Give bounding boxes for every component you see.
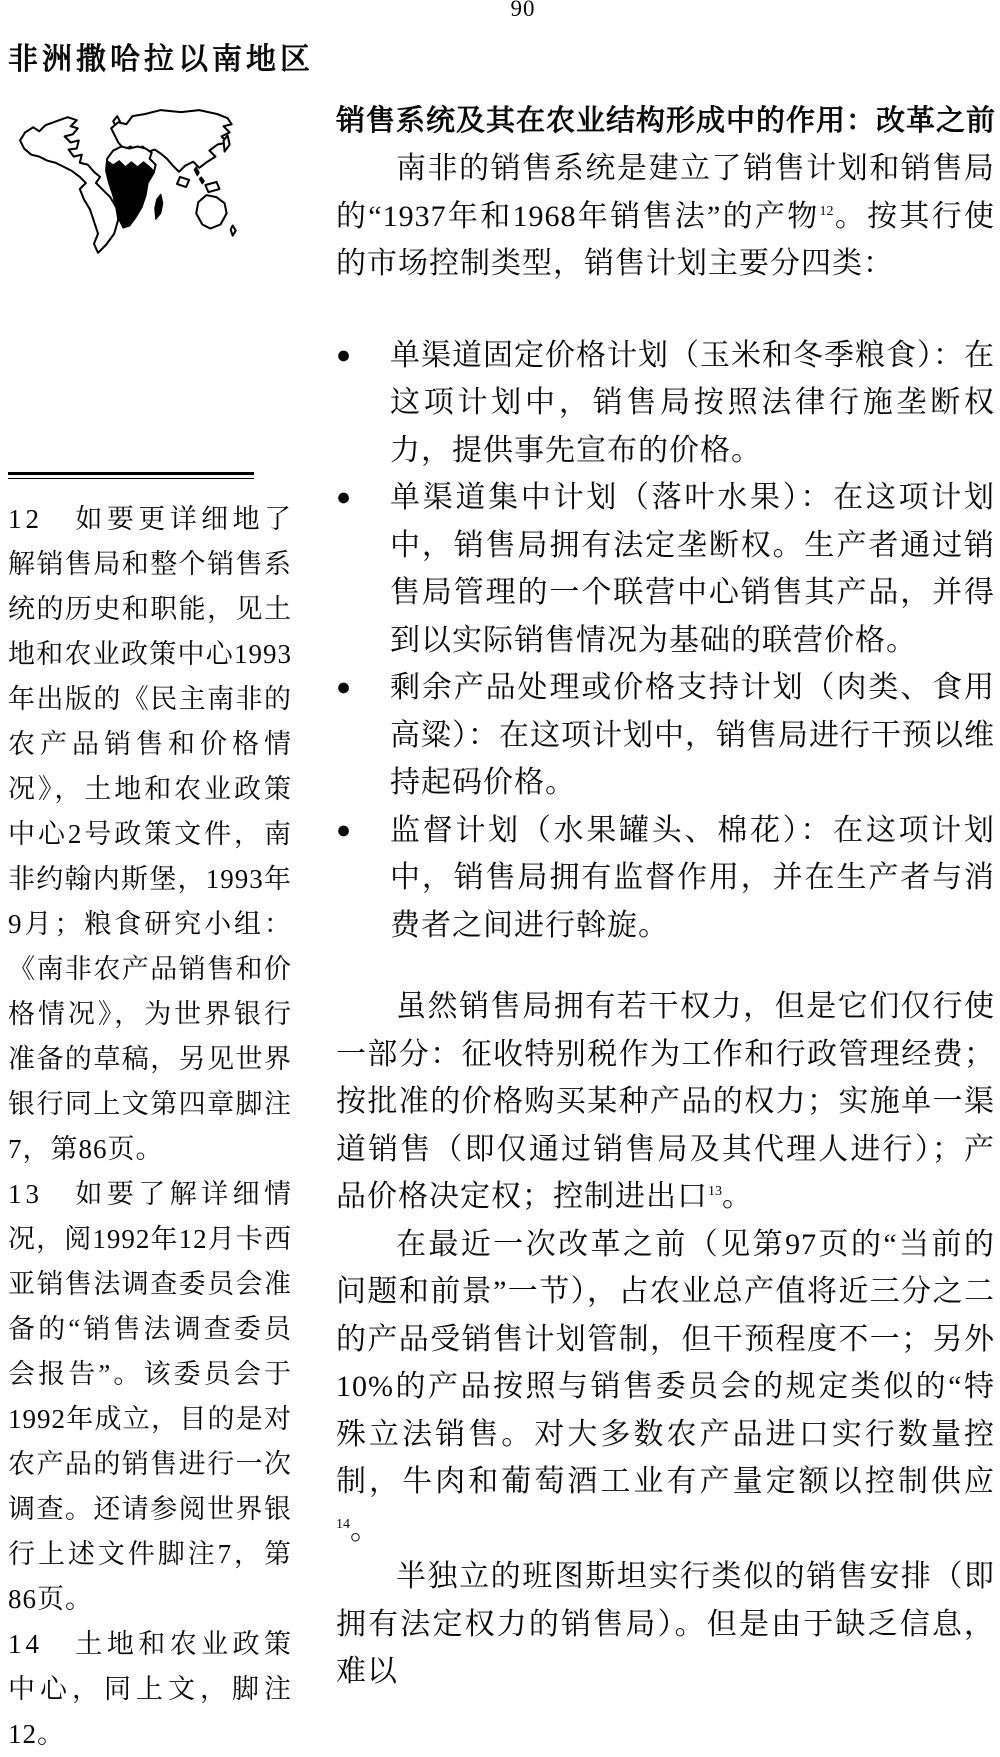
madagascar-highlight bbox=[155, 194, 163, 219]
footnote-number: 14 bbox=[8, 1629, 43, 1659]
bullet-icon: ● bbox=[336, 816, 352, 844]
footnote-ref: 14 bbox=[336, 1516, 350, 1532]
australia-outline bbox=[196, 195, 226, 228]
region-header: 非洲撒哈拉以南地区 bbox=[8, 43, 314, 76]
footnote-sidebar bbox=[8, 472, 292, 1757]
footnote-divider bbox=[8, 472, 254, 479]
bullet-item bbox=[336, 332, 995, 475]
footnote-ref: 12 bbox=[819, 203, 834, 219]
bullet-text: 单渠道集中计划（落叶水果）：在这项计划中，销售局拥有法定垄断权。生产者通过销售局管理的一个联营中心销售其产品，并得到以实际销售情况为基础的联营价格。 bbox=[390, 481, 995, 657]
bullet-icon: ● bbox=[336, 341, 352, 369]
japan-outline bbox=[224, 135, 230, 151]
footnotes bbox=[8, 497, 292, 1757]
indonesia-outline bbox=[177, 177, 189, 187]
bullet-icon: ● bbox=[336, 674, 352, 701]
paragraph: 在最近一次改革之前（见第97页的“当前的问题和前景”一节），占农业总产值将近三分之二的产品受销售计划管制，但干预程度不一；另外10%的产品按照与销售委员会的规定类似的“特殊立法销售。对大多数农产品进口实行数量控制，牛肉和葡萄酒工业有产量定额以控制供应$^{14}$。 bbox=[336, 1227, 995, 1546]
new-guinea-outline bbox=[205, 182, 219, 192]
philippines-marks bbox=[194, 167, 204, 184]
page-number: 90 bbox=[510, 0, 536, 21]
main-column bbox=[336, 98, 995, 1696]
footnote-12: 12 如要更详细地了解销售局和整个销售系统的历史和职能，见土地和农业政策中心1993年出版的《民主南非的农产品销售和价格情况》，土地和农业政策中心2号政策文件，南非约翰内斯堡，1993年9月；粮食研究小组：《南非农产品销售和价格情况》，为世界银行准备的草稿，另见世界银行同上文第四章脚注7，第86页。 bbox=[8, 497, 292, 1172]
paragraph: 半独立的班图斯坦实行类似的销售安排（即拥有法定权力的销售局）。但是由于缺乏信息，难以 bbox=[336, 1560, 995, 1688]
paragraph: 南非的销售系统是建立了销售计划和销售局的“1937年和1968年销售法”的产物$^{12}$。按其行使的市场控制类型，销售计划主要分四类： bbox=[336, 152, 996, 280]
bullet-text: 监督计划（水果罐头、棉花）：在这项计划中，销售局拥有监督作用，并在生产者与消费者之间进行斡旋。 bbox=[390, 813, 995, 942]
bullet-item bbox=[336, 807, 995, 950]
footnote-13: 13 如要了解详细情况，阅1992年12月卡西亚销售法调查委员会准备的“销售法调查委员会报告”。该委员会于1992年成立，目的是对农产品的销售进行一次调查。还请参阅世界银行上述文件脚注7，第86页。 bbox=[8, 1172, 292, 1622]
footnote-14: 14 土地和农业政策中心，同上文，脚注12。 bbox=[8, 1622, 292, 1757]
footnote-ref: 13 bbox=[708, 1184, 722, 1199]
world-map bbox=[18, 104, 256, 266]
bullet-item bbox=[336, 474, 995, 664]
americas-outline bbox=[20, 117, 118, 253]
new-zealand-outline bbox=[231, 226, 236, 236]
bullet-icon: ● bbox=[336, 484, 352, 511]
bullet-text: 单渠道固定价格计划（玉米和冬季粮食）：在这项计划中，销售局按照法律行施垄断权力，提供事先宣布的价格。 bbox=[390, 338, 995, 467]
section-heading: 销售系统及其在农业结构形成中的作用：改革之前 bbox=[336, 105, 997, 137]
main-text-flow bbox=[336, 145, 995, 1696]
bullet-text: 剩余产品处理或价格支持计划（肉类、食用高粱）：在这项计划中，销售局进行干预以维持起码价格。 bbox=[390, 671, 995, 799]
bullet-item bbox=[336, 664, 995, 807]
bullet-list bbox=[336, 332, 995, 950]
paragraph: 虽然销售局拥有若干权力，但是它们仅行使一部分：征收特别税作为工作和行政管理经费；按批准的价格购买某种产品的权力；实施单一渠道销售（即仅通过销售局及其代理人进行）；产品价格决定权；控制进出口$^{13}$。 bbox=[336, 990, 995, 1213]
footnote-number: 13 bbox=[8, 1179, 43, 1209]
footnote-number: 12 bbox=[8, 504, 43, 534]
